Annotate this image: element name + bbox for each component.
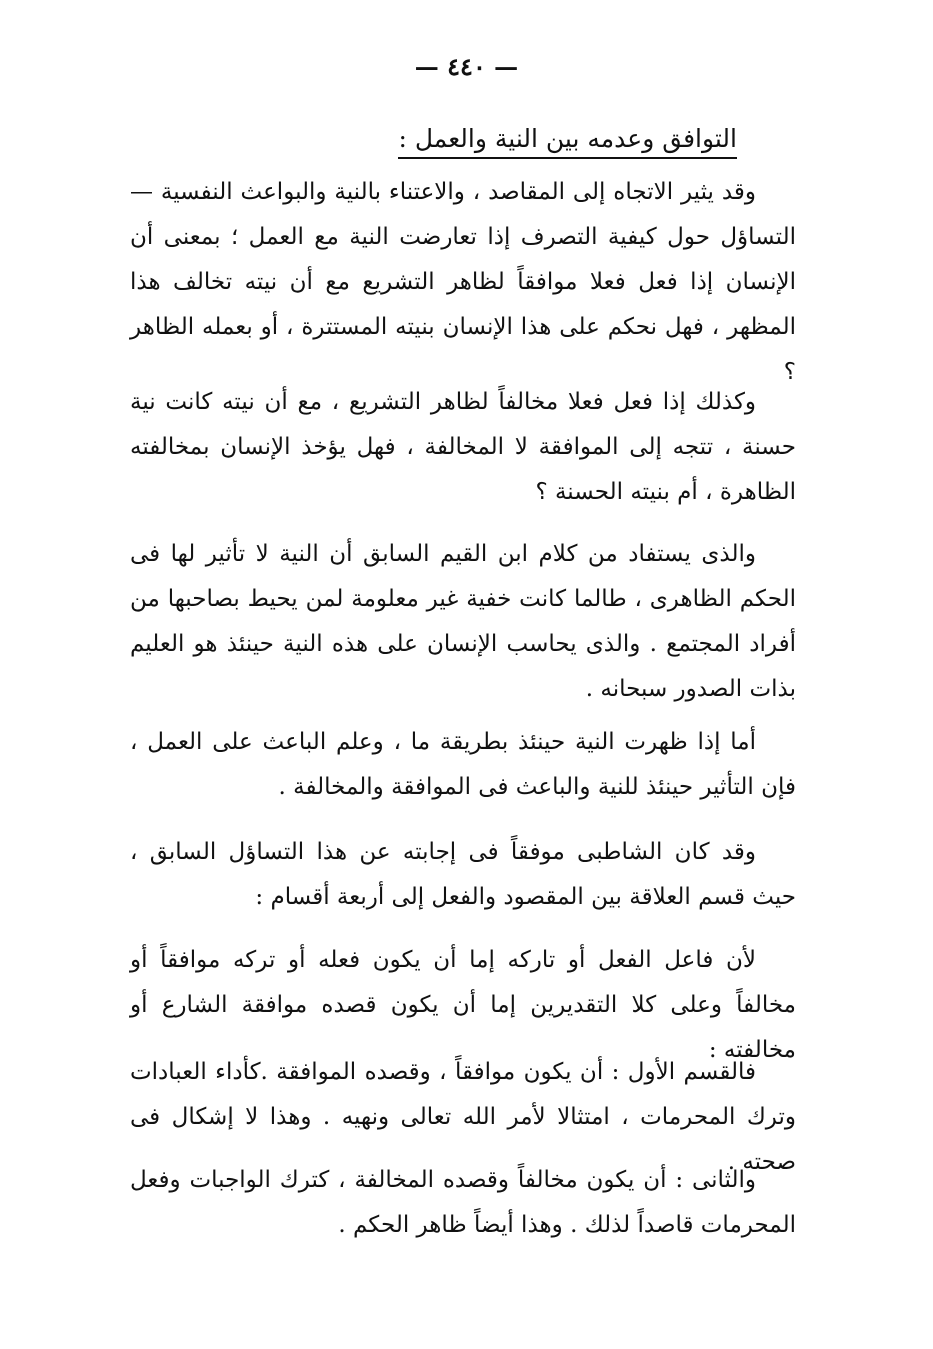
paragraph-7: فالقسم الأول : أن يكون موافقاً ، وقصده الموافقة .كأداء العبادات وترك المحرمات ، امتثالا لأمر الله تعالى ونهيه . وهذا لا إشكال فى صحته . [130,1059,796,1175]
page-number: — ٤٤٠ — [414,52,519,81]
paragraph-8: والثانى : أن يكون مخالفاً وقصده المخالفة ، كترك الواجبات وفعل المحرمات قاصداً لذلك . وهذا أيضاً ظاهر الحكم . [130,1167,796,1238]
paragraph-1: وقد يثير الاتجاه إلى المقاصد ، والاعتناء بالنية والبواعث النفسية — التساؤل حول كيفية التصرف إذا تعارضت النية مع العمل ؛ بمعنى أن الإنسان إذا فعل فعلا موافقاً لظاهر التشريع مع أن نيته تخالف هذا المظهر ، فهل نحكم على هذا الإنسان بنيته المستترة ، أو بعمله الظاهر ؟ [130,179,796,385]
paragraph-4: أما إذا ظهرت النية حينئذ بطريقة ما ، وعلم الباعث على العمل ، فإن التأثير حينئذ للنية والباعث فى الموافقة والمخالفة . [130,729,796,800]
paragraph-6: لأن فاعل الفعل أو تاركه إما أن يكون فعله أو تركه موافقاً أو مخالفاً وعلى كلا التقديرين إما أن يكون قصده موافقة الشارع أو مخالفته : [130,947,796,1063]
section-heading: التوافق وعدمه بين النية والعمل : [398,124,737,159]
paragraph-2: وكذلك إذا فعل فعلا مخالفاً لظاهر التشريع ، مع أن نيته كانت نية حسنة ، تتجه إلى الموافقة لا المخالفة ، فهل يؤخذ الإنسان بمخالفته الظاهرة ، أم بنيته الحسنة ؟ [130,389,796,505]
paragraph-3: والذى يستفاد من كلام ابن القيم السابق أن النية لا تأثير لها فى الحكم الظاهرى ، طالما كانت خفية غير معلومة لمن يحيط بصاحبها من أفراد المجتمع . والذى يحاسب الإنسان على هذه النية حينئذ هو العليم بذات الصدور سبحانه . [130,541,796,702]
paragraph-5: وقد كان الشاطبى موفقاً فى إجابته عن هذا التساؤل السابق ، حيث قسم العلاقة بين المقصود والفعل إلى أربعة أقسام : [130,839,796,910]
